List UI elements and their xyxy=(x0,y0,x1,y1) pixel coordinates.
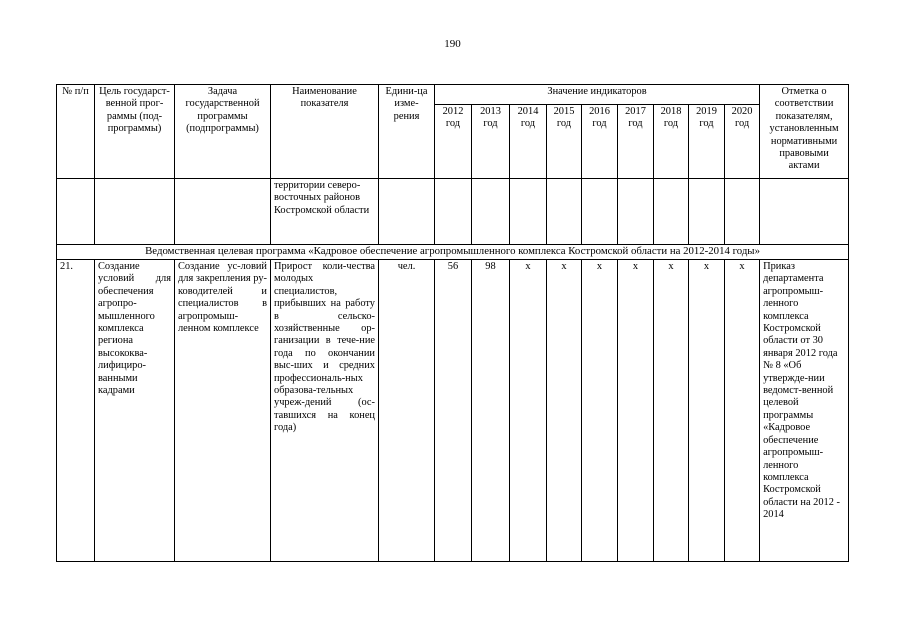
row-value: х xyxy=(582,260,618,562)
row-value: 98 xyxy=(472,260,510,562)
header-year: 2020 год xyxy=(725,105,760,179)
empty-cell xyxy=(95,179,175,245)
empty-cell xyxy=(725,179,760,245)
row-value: х xyxy=(547,260,582,562)
continuation-row xyxy=(57,179,849,245)
header-row xyxy=(57,85,849,105)
header-year: 2015 год xyxy=(547,105,582,179)
empty-cell xyxy=(175,179,271,245)
program-title: Ведомственная целевая программа «Кадровое обеспечение агропромышленного комплекса Костромской области на 2012-2014 годы» xyxy=(57,245,849,260)
header-goal: Цель государст-венной прог-раммы (под-программы) xyxy=(95,85,175,179)
empty-cell xyxy=(689,179,725,245)
empty-cell xyxy=(760,179,849,245)
empty-cell xyxy=(582,179,618,245)
empty-cell xyxy=(435,179,472,245)
row-value: х xyxy=(618,260,654,562)
header-note: Отметка о соответствии показателям, установленным нормативными правовыми актами xyxy=(760,85,849,179)
row-task: Создание ус-ловий для закрепления ру-ководителей и специалистов в агропромыш-ленном комплексе xyxy=(175,260,271,562)
empty-cell xyxy=(618,179,654,245)
header-year: 2019 год xyxy=(689,105,725,179)
row-note: Приказ департамента агропромыш-ленного комплекса Костромской области от 30 января 2012 года № 8 «Об утвержде-нии ведомст-венной целевой программы «Кадровое обеспечение агропромыш-ленного комплекса Костромской области на 2012 - 2014 xyxy=(760,260,849,562)
row-value: х xyxy=(725,260,760,562)
row-value: 56 xyxy=(435,260,472,562)
empty-cell xyxy=(654,179,689,245)
program-title-row xyxy=(57,245,849,260)
header-values-group: Значение индикаторов xyxy=(435,85,760,105)
empty-cell xyxy=(57,179,95,245)
continuation-indicator-text: территории северо-восточных районов Костромской области xyxy=(271,179,379,245)
empty-cell xyxy=(472,179,510,245)
header-indicator-name: Наименование показателя xyxy=(271,85,379,179)
header-year: 2013 год xyxy=(472,105,510,179)
row-goal: Создание условий для обеспечения агропро-мышленного комплекса региона высококва-лифициро-ванными кадрами xyxy=(95,260,175,562)
row-value: х xyxy=(510,260,547,562)
row-value: х xyxy=(689,260,725,562)
header-year: 2012 год xyxy=(435,105,472,179)
indicators-table xyxy=(56,84,849,562)
header-task: Задача государственной программы (подпрограммы) xyxy=(175,85,271,179)
header-year: 2018 год xyxy=(654,105,689,179)
row-unit: чел. xyxy=(379,260,435,562)
empty-cell xyxy=(547,179,582,245)
header-num: № п/п xyxy=(57,85,95,179)
header-year: 2016 год xyxy=(582,105,618,179)
row-num: 21. xyxy=(57,260,95,562)
row-value: х xyxy=(654,260,689,562)
header-unit: Едини-ца изме-рения xyxy=(379,85,435,179)
empty-cell xyxy=(510,179,547,245)
header-year: 2014 год xyxy=(510,105,547,179)
page-number: 190 xyxy=(444,38,461,50)
table-row xyxy=(57,260,849,562)
empty-cell xyxy=(379,179,435,245)
header-year: 2017 год xyxy=(618,105,654,179)
row-indicator: Прирост коли-чества молодых специалистов, прибывших на работу в сельско-хозяйственные ор-ганизации в тече-ние года по окончании выс-ших и средних профессиональ-ных образова-тельных учреж-дений (ос-тавшихся на конец года) xyxy=(271,260,379,562)
